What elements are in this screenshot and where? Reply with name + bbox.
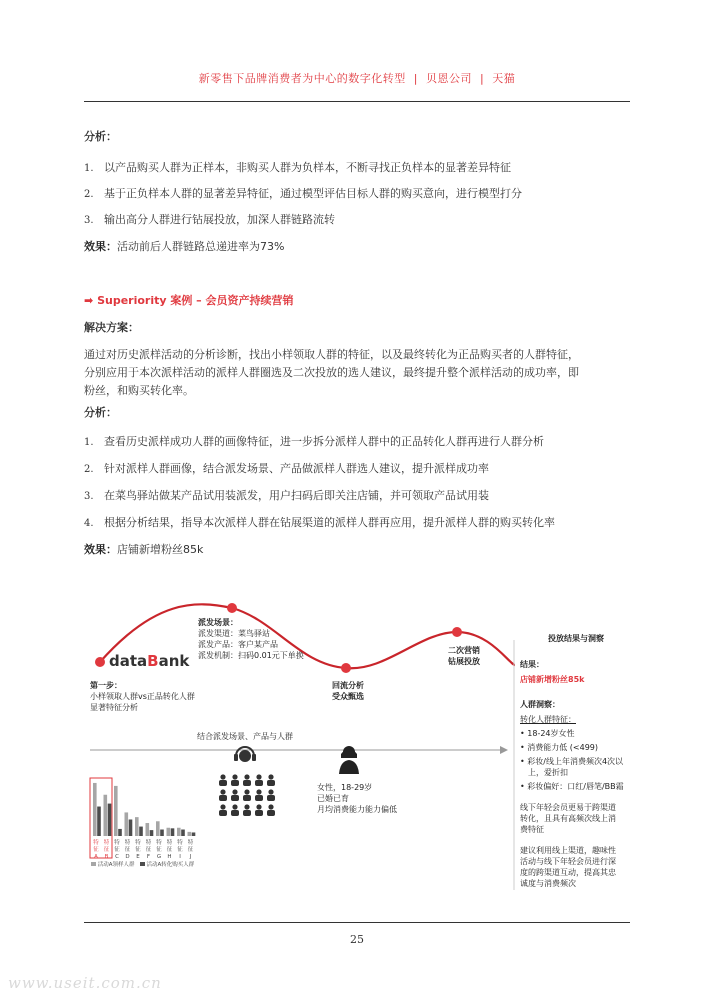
tick-label: E xyxy=(136,854,140,860)
list-item: 3. 在菜鸟驿站做某产品试用装派发，用户扫码后即关注店铺，并可领取产品试用装 xyxy=(84,489,489,502)
persona-text: 女性，18-29岁 已婚已育 月均消费能力能力偏低 xyxy=(317,783,397,814)
person-body-icon xyxy=(243,780,251,786)
analysis-heading-1: 分析： xyxy=(84,130,117,143)
person-icon xyxy=(244,789,249,794)
person-icon xyxy=(256,804,261,809)
tick-label: 征 xyxy=(135,847,141,853)
tick-label: 征 xyxy=(187,847,194,853)
headset-icon xyxy=(232,742,258,768)
person-icon xyxy=(220,774,225,779)
person-icon xyxy=(256,774,261,779)
header-partner: 天猫 xyxy=(492,72,516,85)
bar-convert-4 xyxy=(139,827,143,836)
bar-convert-6 xyxy=(160,830,164,836)
person-icon xyxy=(232,789,237,794)
person-icon xyxy=(256,789,261,794)
person-body-icon xyxy=(219,810,227,816)
legend-swatch xyxy=(140,862,145,866)
bar-sample-9 xyxy=(188,832,192,836)
bar-sample-0 xyxy=(93,783,97,836)
node-dot-step1 xyxy=(95,657,105,667)
section-title: ➡ Superiority 案例 – 会员资产持续营销 xyxy=(84,294,294,307)
person-body-icon xyxy=(231,810,239,816)
bar-sample-2 xyxy=(114,786,118,836)
tick-label: 特 xyxy=(187,840,194,846)
header-sep: | xyxy=(413,72,418,85)
person-body-icon xyxy=(255,780,263,786)
effect-line-2: 效果：店铺新增粉丝85k xyxy=(84,543,204,556)
tick-label: J xyxy=(189,854,192,860)
person-body-icon xyxy=(267,810,275,816)
tick-label: C xyxy=(115,854,119,860)
header-rule xyxy=(84,101,630,102)
person-body-icon xyxy=(255,795,263,801)
tick-label: 特 xyxy=(177,840,183,846)
step1-text: 第一步： 小样领取人群vs正品转化人群 显著特征分析 xyxy=(90,681,195,712)
page-number: 25 xyxy=(350,933,364,946)
tick-label: 征 xyxy=(93,847,99,853)
person-body-icon xyxy=(231,780,239,786)
scene-text: 派发场景： 派发渠道：菜鸟驿站 派发产品：客户某产品 派发机制：扫码0.01元下单换 xyxy=(198,618,304,660)
second-marketing-text: 二次营销 钻展投放 xyxy=(448,646,480,666)
node-dot-reflow xyxy=(341,663,351,673)
bar-convert-1 xyxy=(108,804,112,836)
tick-label: 特 xyxy=(166,840,173,846)
crowd-icon xyxy=(216,772,278,818)
bar-convert-5 xyxy=(150,830,154,836)
person-icon xyxy=(244,774,249,779)
header-sep-2: | xyxy=(480,72,485,85)
tick-label: 征 xyxy=(177,847,183,853)
tick-label: 征 xyxy=(145,847,152,853)
results-title: 投放结果与洞察 xyxy=(548,634,604,643)
watermark: www.useit.com.cn xyxy=(8,974,162,992)
list-item: 4. 根据分析结果，指导本次派样人群在钻展渠道的派样人群再应用，提升派样人群的购买转化率 xyxy=(84,516,555,529)
person-body-icon xyxy=(243,795,251,801)
bar-convert-3 xyxy=(129,819,133,836)
person-icon xyxy=(220,804,225,809)
tick-label: G xyxy=(156,854,162,860)
person-body-icon xyxy=(267,795,275,801)
person-body-icon xyxy=(219,780,227,786)
results-column: 结果： 店铺新增粉丝85k 人群洞察： 转化人群特征： • 18-24岁女性 • 消费能力低 (<499) • 彩妆/线上年消费频次4次以 上，爱折扣 • 彩妆偏好：口红/唇笔/BB霜 线下年轻会员更易于跨渠道 转化，且具有高频次线上消 费特征 建议利用线上渠道，趣味性 活动与线下年轻会员进行深 度的跨渠道互动，提高其忠 诚度与消费频次 xyxy=(520,660,624,888)
tick-label: I xyxy=(179,854,181,860)
footer-rule xyxy=(84,922,630,923)
bar-convert-0 xyxy=(97,807,101,836)
bar-convert-7 xyxy=(171,828,175,836)
list-item: 2. 针对派样人群画像，结合派发场景、产品做派样人群选人建议，提升派样成功率 xyxy=(84,462,489,475)
tick-label: 特 xyxy=(93,840,99,846)
arrow-right-icon: ➡ xyxy=(84,294,94,307)
tick-label: 征 xyxy=(166,847,173,853)
tick-label: F xyxy=(146,854,151,860)
bar-sample-7 xyxy=(167,828,171,836)
person-body-icon xyxy=(219,795,227,801)
tick-label: 特 xyxy=(124,840,131,846)
list-item: 3. 输出高分人群进行钻展投放，加深人群链路流转 xyxy=(84,213,335,226)
node-dot-second xyxy=(452,627,462,637)
solution-paragraph: 通过对历史派样活动的分析诊断，找出小样领取人群的特征，以及最终转化为正品购买者的人群特征， 分别应用于本次派样活动的派样人群圈选及二次投放的选人建议，最终提升整个派样活动的成功率，即 粉丝，和购买转化率。 xyxy=(84,348,579,397)
bar-sample-3 xyxy=(125,812,129,836)
person-icon xyxy=(244,804,249,809)
tick-label: A xyxy=(94,854,98,860)
databank-logo: dataBank xyxy=(109,652,190,670)
reflow-text: 回流分析 受众甄选 xyxy=(332,681,364,701)
tick-label: 征 xyxy=(114,847,120,853)
node-dot-scene xyxy=(227,603,237,613)
chart-legend: 活动A领样人群 活动A转化购买人群 xyxy=(91,860,194,868)
bar-sample-1 xyxy=(104,795,108,836)
legend-swatch xyxy=(91,862,96,866)
person-body-icon xyxy=(231,795,239,801)
person-body-icon xyxy=(267,780,275,786)
tick-label: 特 xyxy=(145,840,152,846)
header-company: 贝恩公司 xyxy=(426,72,472,85)
combine-label: 结合派发场景、产品与人群 xyxy=(197,732,293,741)
person-icon xyxy=(268,774,273,779)
person-icon xyxy=(232,804,237,809)
person-body-icon xyxy=(255,810,263,816)
tick-label: B xyxy=(104,854,109,860)
woman-icon xyxy=(336,744,362,774)
list-item: 1. 以产品购买人群为正样本，非购买人群为负样本，不断寻找正负样本的显著差异特征 xyxy=(84,161,511,174)
tick-label: 特 xyxy=(114,840,120,846)
bar-sample-6 xyxy=(156,821,160,836)
list-item: 2. 基于正负样本人群的显著差异特征，通过模型评估目标人群的购买意向，进行模型打分 xyxy=(84,187,522,200)
bar-sample-4 xyxy=(135,817,139,836)
tick-label: 征 xyxy=(103,847,110,853)
person-icon xyxy=(220,789,225,794)
bar-sample-5 xyxy=(146,823,150,836)
bar-convert-2 xyxy=(118,829,122,836)
tick-label: 征 xyxy=(156,847,162,853)
tick-label: D xyxy=(125,854,130,860)
tick-label: 特 xyxy=(103,840,110,846)
effect-line-1: 效果：活动前后人群链路总递进率为73% xyxy=(84,240,285,253)
tick-label: H xyxy=(167,854,172,860)
bar-convert-9 xyxy=(192,832,196,836)
person-icon xyxy=(268,789,273,794)
person-icon xyxy=(232,774,237,779)
feature-bar-chart xyxy=(88,774,218,872)
person-icon xyxy=(268,804,273,809)
tick-label: 征 xyxy=(124,847,131,853)
bar-sample-8 xyxy=(177,828,181,836)
header-title: 新零售下品牌消费者为中心的数字化转型 xyxy=(198,72,406,85)
tick-label: 特 xyxy=(156,840,162,846)
person-body-icon xyxy=(243,810,251,816)
page-header xyxy=(0,70,714,86)
arrow-head-icon xyxy=(500,746,508,754)
solution-heading: 解决方案： xyxy=(84,321,139,334)
tick-label: 特 xyxy=(135,840,141,846)
list-item: 1. 查看历史派样成功人群的画像特征，进一步拆分派样人群中的正品转化人群再进行人群分析 xyxy=(84,435,544,448)
bar-convert-8 xyxy=(181,830,185,836)
analysis-heading-2: 分析： xyxy=(84,406,117,419)
